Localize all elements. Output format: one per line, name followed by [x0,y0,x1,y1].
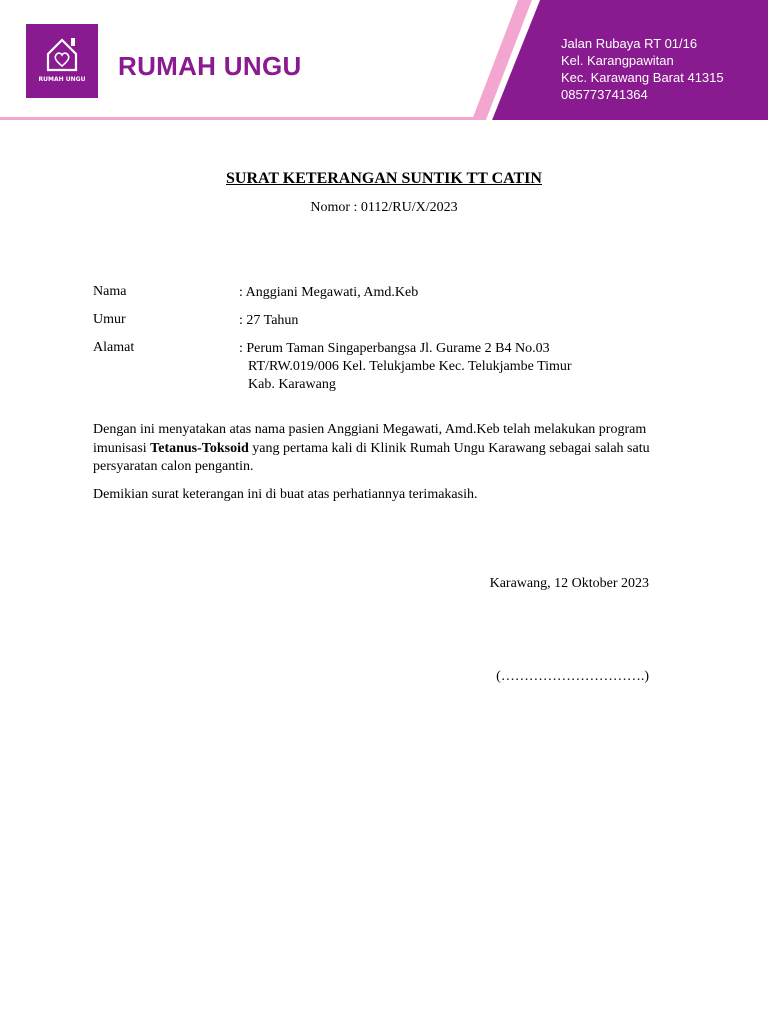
field-label-umur: Umur [93,312,126,327]
field-value-line: : Perum Taman Singaperbangsa Jl. Gurame 2 B4 No.03 [239,341,550,356]
statement-paragraph [93,421,663,477]
statement-text: Dengan ini menyatakan atas nama pasien Anggiani Megawati, Amd.Keb telah melakukan program imunisasi [93,422,647,456]
clinic-address [561,35,724,103]
closing-paragraph: Demikian surat keterangan ini di buat atas perhatiannya terimakasih. [93,487,478,502]
field-value-alamat [239,340,572,394]
brand-name: RUMAH UNGU [118,51,302,81]
logo-caption: RUMAH UNGU [38,76,86,83]
field-value-nama [239,284,418,302]
document-title: SURAT KETERANGAN SUNTIK TT CATIN [226,170,542,187]
letterhead [0,0,768,124]
field-value-line: : 27 Tahun [239,313,299,328]
signature-line: (………………………….) [496,669,649,684]
logo [26,24,98,98]
address-line: Jalan Rubaya RT 01/16 [561,36,698,51]
house-heart-icon [26,24,98,98]
statement-text: yang pertama kali di Klinik Rumah Ungu Karawang sebagai salah satu persyaratan calon pengantin. [93,440,650,474]
field-value-line: RT/RW.019/006 Kel. Telukjambe Kec. Telukjambe Timur [248,359,572,374]
vaccine-name: Tetanus-Toksoid [150,440,249,456]
place-date: Karawang, 12 Oktober 2023 [489,576,649,591]
document-number: Nomor : 0112/RU/X/2023 [310,200,458,215]
field-value-line: Kab. Karawang [248,377,336,392]
field-label-alamat: Alamat [93,340,135,355]
address-line: Kec. Karawang Barat 41315 [561,70,724,85]
address-line: Kel. Karangpawitan [561,53,674,68]
field-value-umur [239,312,298,330]
phone-number: 085773741364 [561,87,648,102]
field-value-line: : Anggiani Megawati, Amd.Keb [239,285,419,300]
field-label-nama: Nama [93,284,127,299]
